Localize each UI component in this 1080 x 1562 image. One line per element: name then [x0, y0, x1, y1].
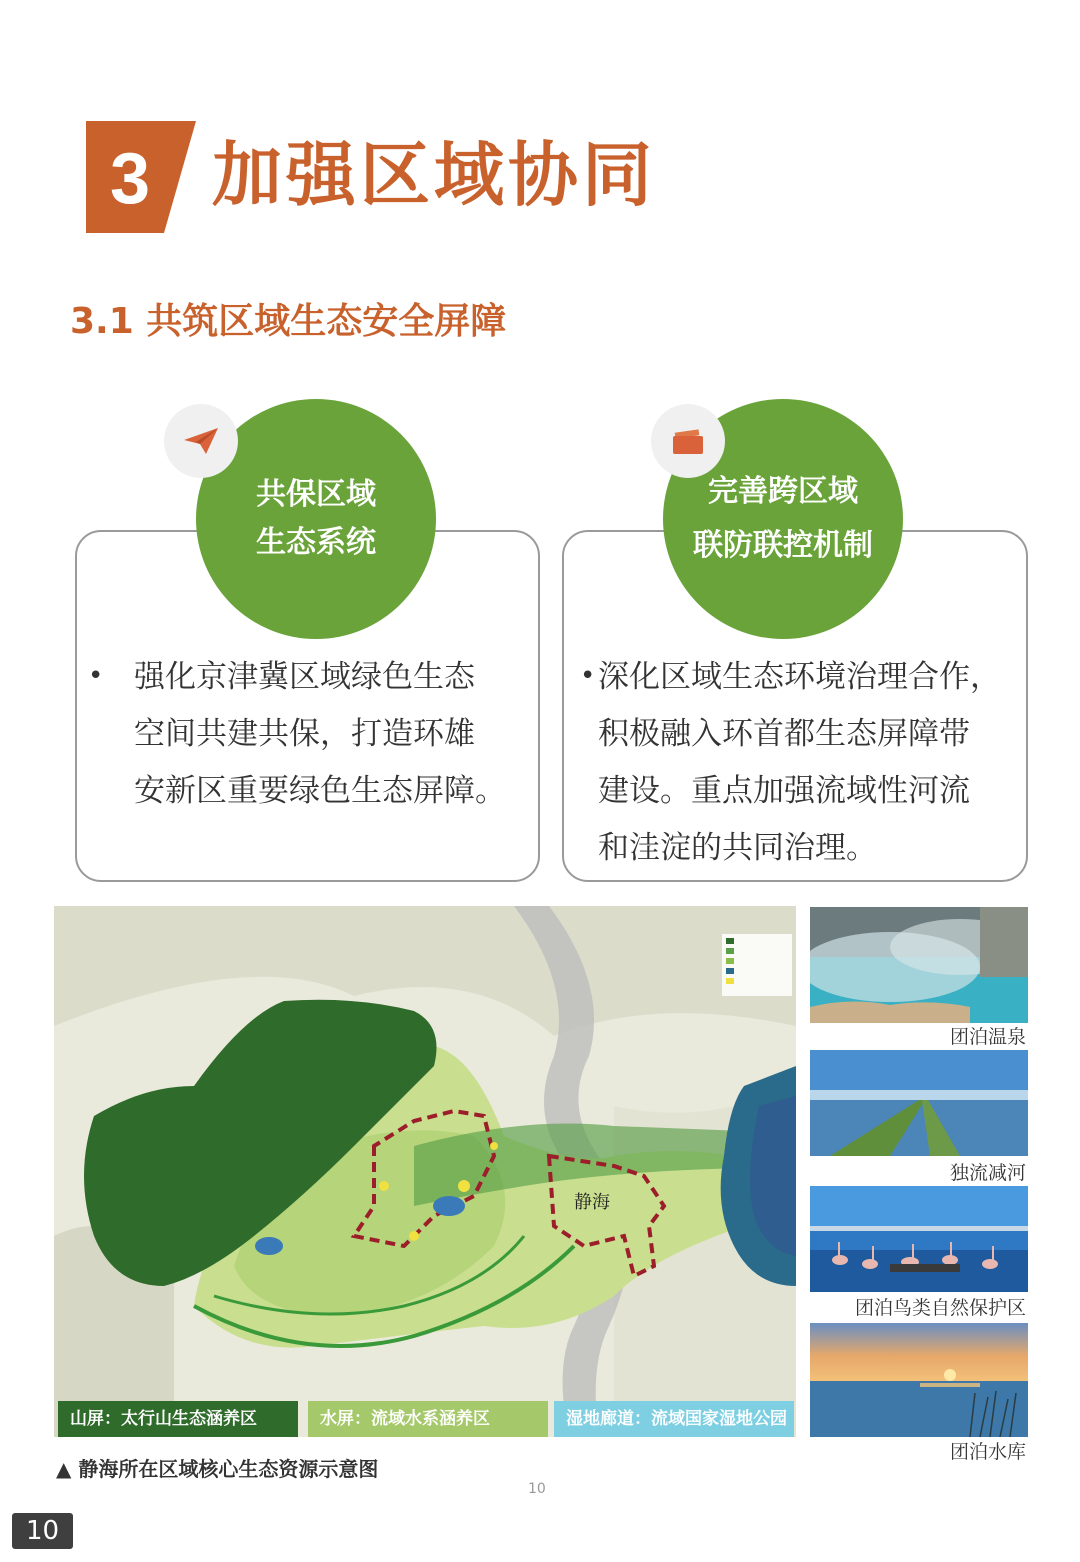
photo-duliu-river — [810, 1050, 1028, 1156]
card-right-line-4: 和洼淀的共同治理。 — [598, 830, 877, 866]
photo-label-duliu-river: 独流减河 — [949, 1162, 1026, 1184]
legend-wetland-corridor: 湿地廊道：流域国家湿地公园 — [554, 1401, 794, 1437]
card-left-line-3: 安新区重要绿色生态屏障。 — [134, 773, 506, 809]
card-left-line-1: 强化京津冀区域绿色生态 — [134, 659, 475, 695]
photo-reservoir — [810, 1323, 1028, 1437]
folder-icon — [651, 404, 725, 478]
card-right-text — [598, 649, 1018, 877]
legend-mountain-barrier: 山屏：太行山生态涵养区 — [58, 1401, 298, 1437]
card-left-text — [134, 649, 534, 820]
card-right-heading-line-2: 联防联控机制 — [693, 528, 873, 563]
card-left-bullet: • — [88, 661, 104, 691]
card-right-line-2: 积极融入环首都生态屏障带 — [598, 716, 970, 752]
paper-plane-icon — [164, 404, 238, 478]
card-left-heading-line-1: 共保区域 — [256, 477, 376, 512]
card-right-heading-line-1: 完善跨区域 — [708, 474, 858, 509]
card-left-line-2: 空间共建共保，打造环雄 — [134, 716, 475, 752]
map-legend-bar — [54, 1401, 796, 1437]
photo-label-reservoir: 团泊水库 — [949, 1441, 1026, 1463]
chapter-title: 加强区域协同 — [212, 134, 656, 216]
ecological-resources-map — [54, 906, 796, 1437]
card-left-heading-line-2: 生态系统 — [256, 525, 376, 560]
photo-label-hot-spring: 团泊温泉 — [949, 1026, 1026, 1048]
chapter-number-badge — [86, 121, 196, 233]
photo-label-bird-reserve: 团泊鸟类自然保护区 — [854, 1297, 1026, 1319]
page-number-badge: 10 — [12, 1513, 73, 1549]
chapter-number: 3 — [109, 139, 151, 219]
card-right-line-1: 深化区域生态环境治理合作， — [598, 659, 1001, 695]
card-right-line-3: 建设。重点加强流域性河流 — [598, 773, 970, 809]
photo-bird-reserve — [810, 1186, 1028, 1292]
map-graphic — [54, 906, 796, 1437]
map-caption: ▲ 静海所在区域核心生态资源示意图 — [56, 1457, 379, 1481]
section-title: 3.1 共筑区域生态安全屏障 — [70, 301, 507, 342]
card-right-bullet: • — [580, 661, 596, 691]
legend-water-barrier: 水屏：流域水系涵养区 — [308, 1401, 548, 1437]
page-number-center: 10 — [528, 1481, 546, 1497]
photo-hot-spring — [810, 907, 1028, 1023]
map-place-label: 静海 — [574, 1192, 610, 1213]
